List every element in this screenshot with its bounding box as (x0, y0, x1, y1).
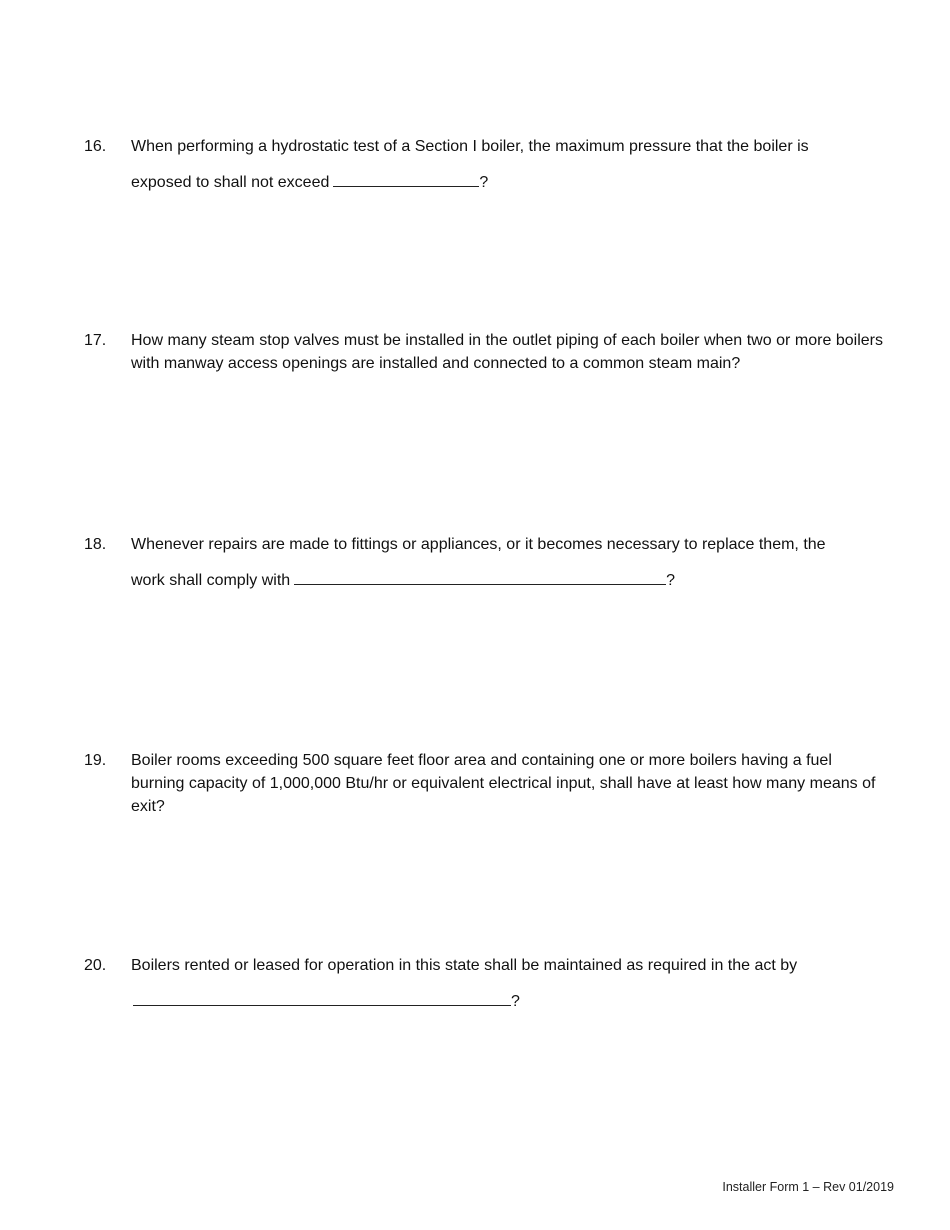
answer-suffix: ? (511, 993, 520, 1010)
question-number: 17. (84, 332, 107, 349)
question-answer-line (131, 169, 488, 194)
question-text: Boiler rooms exceeding 500 square feet floor area and containing one or more boilers having a fuel burning capacity of 1,000,000 Btu/hr or equivalent electrical input, shall have at least how many means of exit? (131, 752, 876, 815)
answer-suffix: ? (666, 572, 676, 589)
question-number: 18. (84, 536, 107, 553)
question-text: Boilers rented or leased for operation in this state shall be maintained as required in the act by (131, 957, 798, 974)
question-answer-line (131, 567, 675, 592)
answer-prefix: exposed to shall not exceed (131, 174, 330, 191)
question-number: 20. (84, 957, 107, 974)
answer-prefix: work shall comply with (131, 572, 291, 589)
form-footer-label: Installer Form 1 – Rev 01/2019 (722, 1180, 894, 1194)
question-number: 16. (84, 138, 107, 155)
question-answer-line (131, 988, 520, 1013)
question-text: Whenever repairs are made to fittings or appliances, or it becomes necessary to replace them, the (131, 536, 826, 553)
question-text: How many steam stop valves must be installed in the outlet piping of each boiler when two or more boilers with manway access openings are installed and connected to a common steam main? (131, 332, 883, 372)
answer-suffix: ? (479, 174, 489, 191)
question-number: 19. (84, 752, 107, 769)
answer-blank[interactable] (133, 988, 511, 1006)
question-text: When performing a hydrostatic test of a Section I boiler, the maximum pressure that the boiler is (131, 138, 809, 155)
answer-blank[interactable] (333, 169, 479, 187)
answer-blank[interactable] (294, 567, 666, 585)
